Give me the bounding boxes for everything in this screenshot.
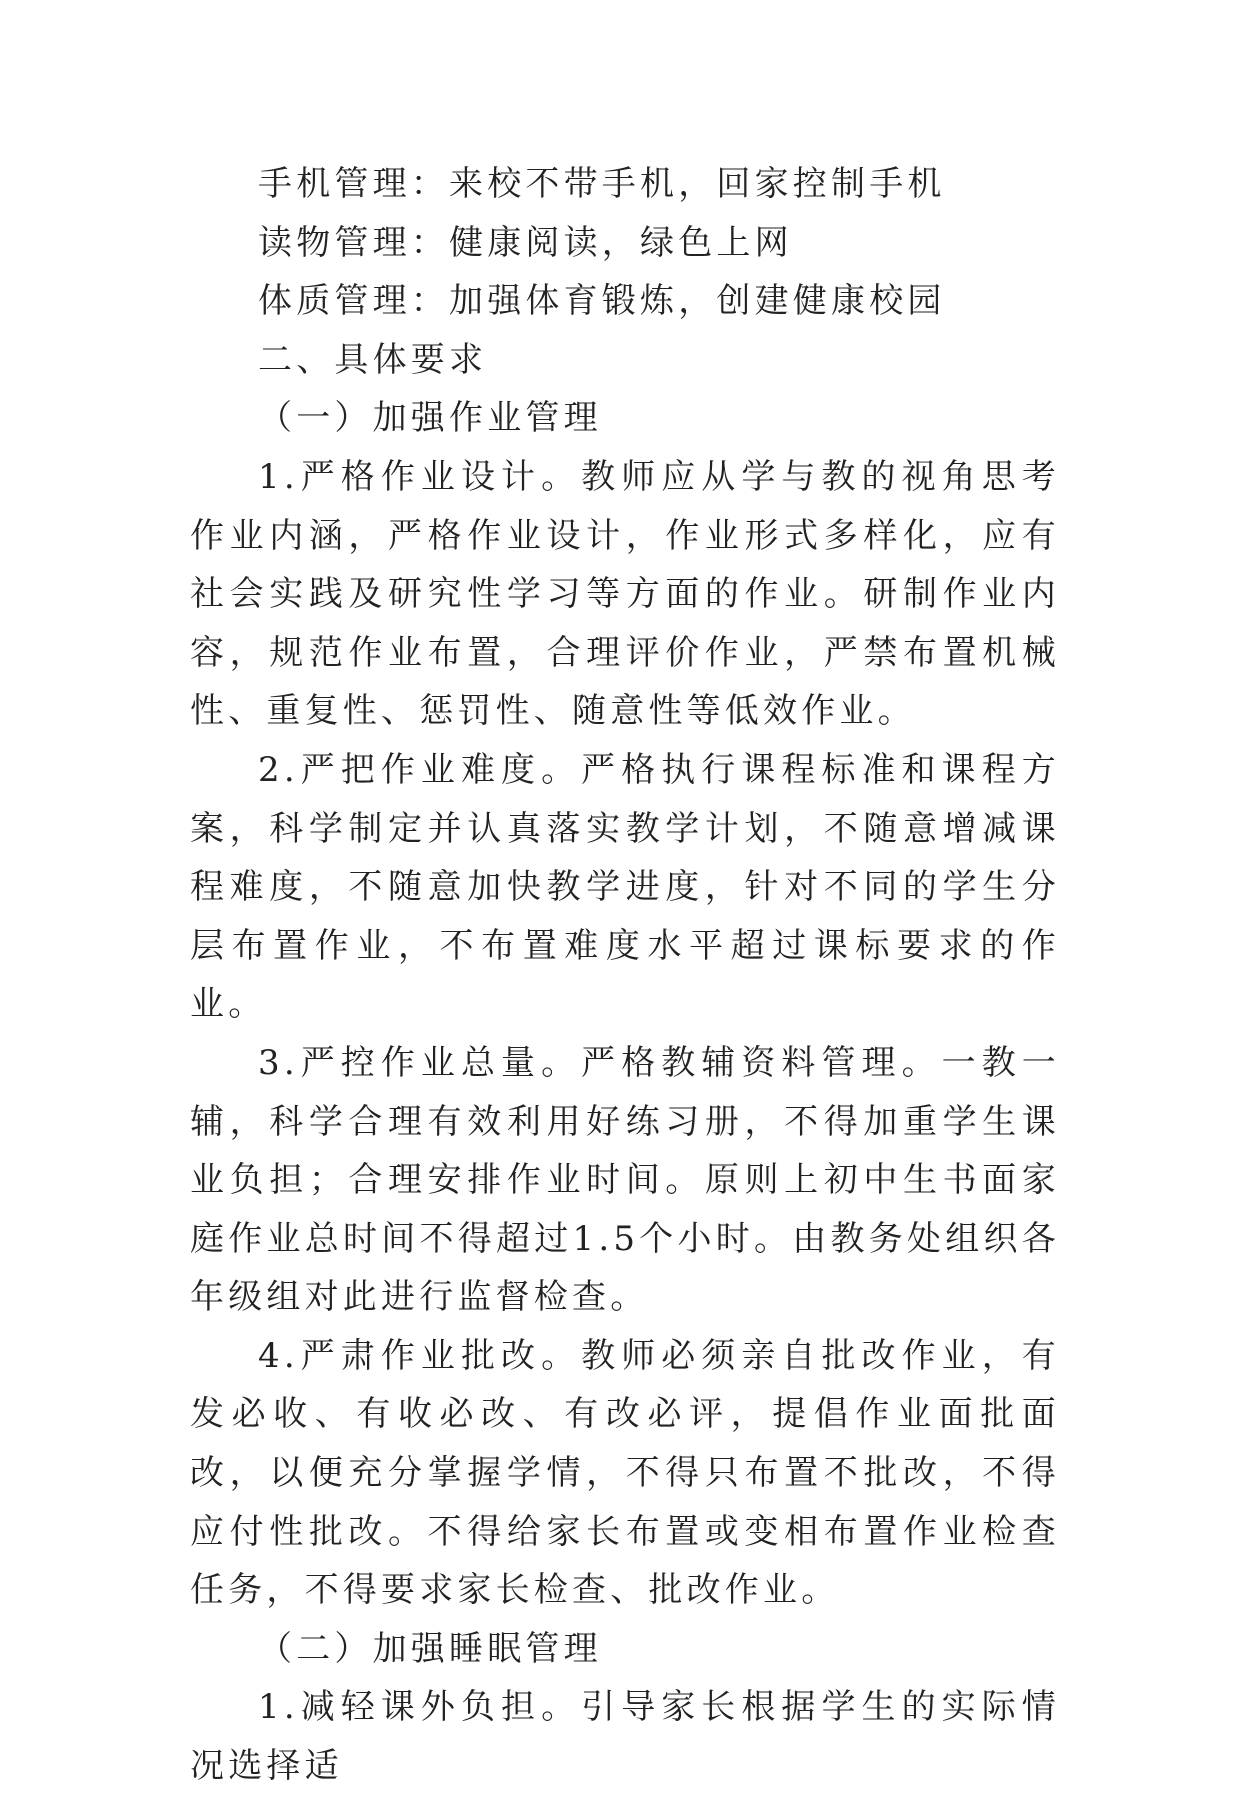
paragraph-homework-difficulty: 2.严把作业难度。严格执行课程标准和课程方案，科学制定并认真落实教学计划，不随意增减课程难度，不随意加快教学进度，针对不同的学生分层布置作业，不布置难度水平超过课标要求的作业。	[190, 749, 1060, 1025]
subsection-heading-homework: （一）加强作业管理	[258, 398, 602, 439]
paragraph-reduce-burden: 1.减轻课外负担。引导家长根据学生的实际情况选择适	[190, 1687, 1060, 1787]
reading-management-line: 读物管理：健康阅读，绿色上网	[258, 222, 793, 263]
subsection-heading-sleep: （二）加强睡眠管理	[258, 1628, 602, 1669]
section-heading-requirements: 二、具体要求	[258, 339, 488, 380]
phone-management-line: 手机管理：来校不带手机，回家控制手机	[258, 164, 946, 204]
paragraph-homework-grading: 4.严肃作业批改。教师必须亲自批改作业，有发必收、有收必改、有改必评，提倡作业面批面改，以便充分掌握学情，不得只布置不批改，不得应付性批改。不得给家长布置或变相布置作业检查任务，不得要求家长检查、批改作业。	[190, 1335, 1060, 1611]
physique-management-line: 体质管理：加强体育锻炼，创建健康校园	[258, 281, 946, 322]
document-body	[190, 155, 1060, 1796]
paragraph-homework-amount: 3.严控作业总量。严格教辅资料管理。一教一辅，科学合理有效利用好练习册，不得加重学生课业负担；合理安排作业时间。原则上初中生书面家庭作业总时间不得超过1.5个小时。由教务处组织各年级组对此进行监督检查。	[190, 1042, 1060, 1318]
paragraph-homework-design: 1.严格作业设计。教师应从学与教的视角思考作业内涵，严格作业设计，作业形式多样化，应有社会实践及研究性学习等方面的作业。研制作业内容，规范作业布置，合理评价作业，严禁布置机械性、重复性、惩罚性、随意性等低效作业。	[190, 456, 1060, 732]
